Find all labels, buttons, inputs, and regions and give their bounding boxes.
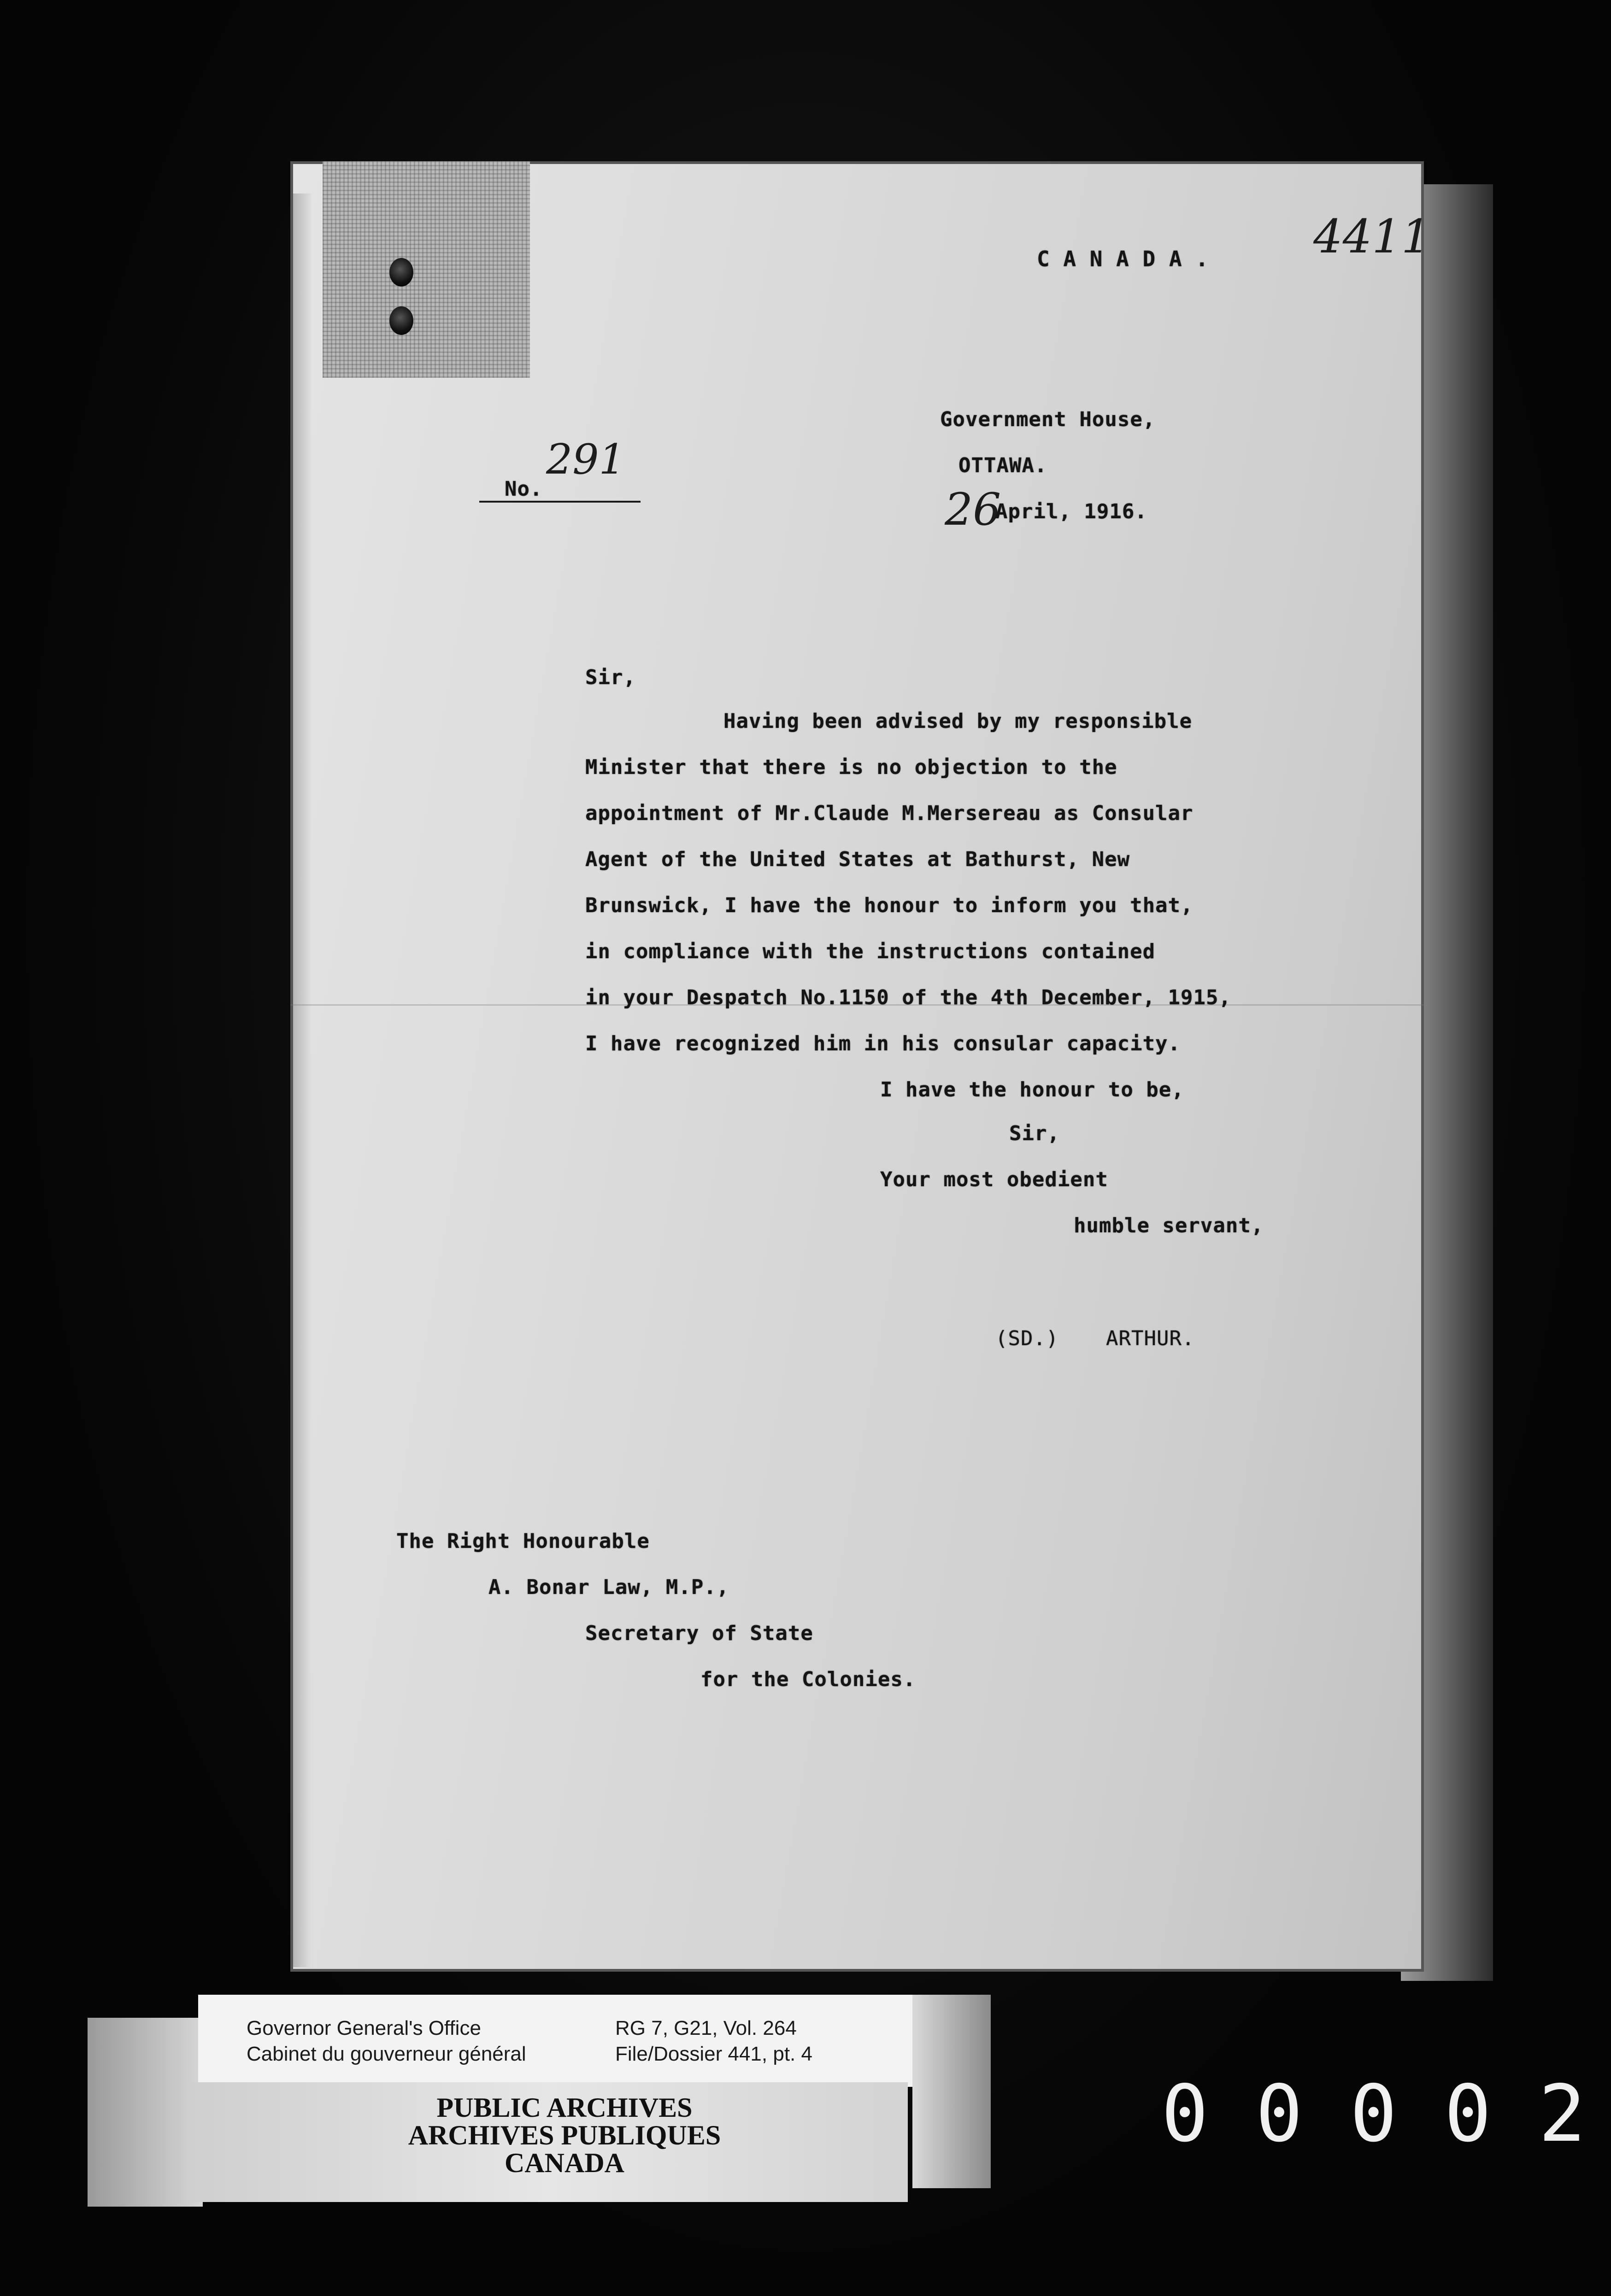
body-line: in compliance with the instructions contained [585, 940, 1156, 963]
folio-number: 4411 [1313, 210, 1431, 264]
punch-hole-icon [389, 306, 413, 335]
body-line: Brunswick, I have the honour to inform you that, [585, 894, 1194, 917]
office-name-en: Governor General's Office [247, 2017, 481, 2039]
body-line: I have recognized him in his consular capacity. [585, 1032, 1181, 1055]
body-line: in your Despatch No.1150 of the 4th December, 1915, [585, 986, 1232, 1009]
closing-line1: I have the honour to be, [880, 1078, 1184, 1101]
date-day: 26 [945, 484, 1001, 535]
body-line: appointment of Mr.Claude M.Mersereau as Consular [585, 802, 1194, 825]
letter-page [290, 161, 1424, 1972]
office-name-fr: Cabinet du gouverneur général [247, 2043, 526, 2065]
closing-line4: humble servant, [1074, 1214, 1264, 1237]
closing-line2: Sir, [1009, 1122, 1060, 1145]
body-line: Agent of the United States at Bathurst, New [585, 848, 1130, 871]
body-line: Having been advised by my responsible [723, 709, 1193, 733]
body-line: Minister that there is no objection to the [585, 756, 1117, 779]
addressee-line1: The Right Honourable [396, 1529, 650, 1553]
addressee-line2: A. Bonar Law, M.P., [488, 1576, 729, 1599]
sender-address-line2: OTTAWA. [958, 454, 1047, 477]
addressee-line4: for the Colonies. [700, 1668, 916, 1691]
country-heading: C A N A D A . [1037, 246, 1209, 271]
number-prefix: No. [504, 477, 543, 501]
sender-address-line1: Government House, [940, 408, 1156, 431]
closing-line3: Your most obedient [880, 1168, 1108, 1191]
archive-name-line2: ARCHIVES PUBLIQUES [408, 2120, 721, 2150]
archive-name-line1: PUBLIC ARCHIVES [436, 2092, 693, 2123]
page-binding-edge [293, 193, 312, 1967]
archive-name-line3: CANADA [505, 2148, 624, 2178]
date-month-year: April, 1916. [995, 500, 1147, 523]
file-reference: File/Dossier 441, pt. 4 [615, 2043, 812, 2065]
signature-prefix: (SD.) [995, 1327, 1059, 1350]
frame-number: 0 0 0 0 2 [1161, 2068, 1586, 2160]
label-mount-right [912, 1995, 991, 2188]
despatch-number-value: 291 [546, 435, 625, 484]
punch-hole-icon [389, 258, 413, 287]
record-group-reference: RG 7, G21, Vol. 264 [615, 2017, 797, 2039]
addressee-line3: Secretary of State [585, 1622, 813, 1645]
signature-name: ARTHUR. [1106, 1327, 1195, 1350]
binding-tape [323, 161, 530, 378]
label-mount-left [88, 2018, 203, 2207]
salutation: Sir, [585, 666, 636, 689]
